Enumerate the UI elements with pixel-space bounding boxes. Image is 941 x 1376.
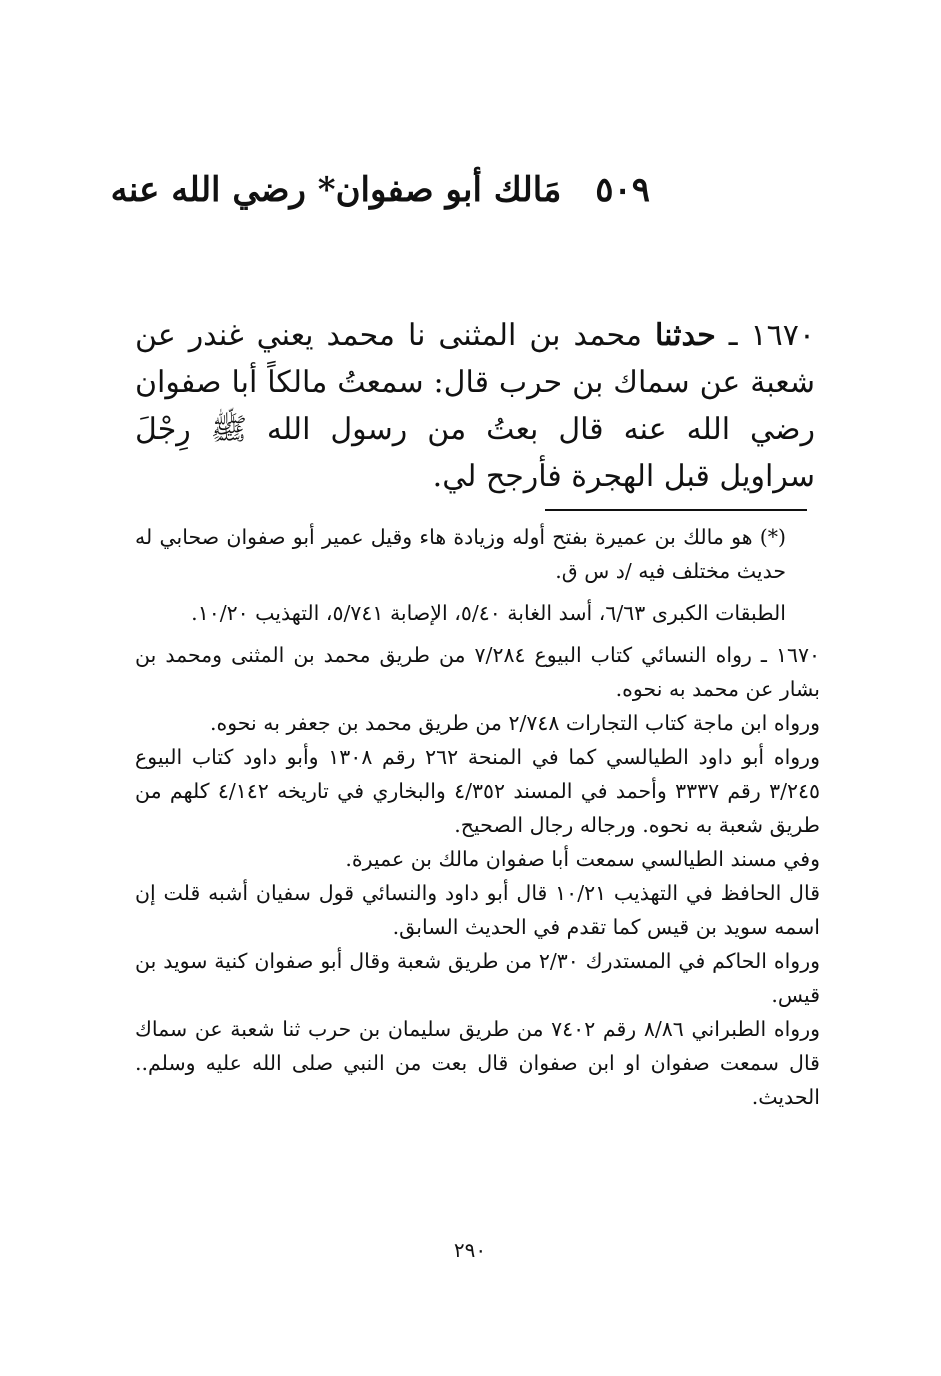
page-number: ٢٩٠	[453, 1238, 487, 1262]
footnote-takhrij-hafiz: قال الحافظ في التهذيب ١٠/٢١ قال أبو داود والنسائي قول سفيان أشبه قلت إن اسمه سويد بن قيس كما تقدم في الحديث السابق.	[135, 881, 820, 939]
footnote-hadith-number: ١٦٧٠ ـ	[760, 643, 820, 667]
chapter-title	[110, 165, 650, 215]
footnotes	[135, 520, 820, 1114]
hadith-lead-word: حدثنا	[654, 318, 716, 353]
footnote-takhrij-hakim: ورواه الحاكم في المستدرك ٢/٣٠ من طريق شعبة وقال أبو صفوان كنية سويد بن قيس.	[135, 949, 821, 1007]
footnote-takhrij-nasai	[135, 638, 820, 706]
footnote-takhrij-tabarani: ورواه الطبراني ٨/٨٦ رقم ٧٤٠٢ من طريق سليمان بن حرب ثنا شعبة عن سماك قال سمعت صفوان او ابن صفوان قال بعت من النبي صلى الله عليه وسلم.. الحديث.	[135, 1017, 820, 1109]
footnote-divider	[545, 509, 807, 511]
footnote-takhrij-ibn-majah: ورواه ابن ماجة كتاب التجارات ٢/٧٤٨ من طريق محمد بن جعفر به نحوه.	[209, 711, 820, 735]
footnote-takhrij-text: رواه النسائي كتاب البيوع ٧/٢٨٤ من طريق محمد بن المثنى ومحمد بن بشار عن محمد به نحوه.	[135, 643, 820, 701]
footnote-takhrij-musnad: وفي مسند الطيالسي سمعت أبا صفوان مالك بن عميرة.	[345, 847, 820, 871]
hadith-text	[135, 312, 815, 500]
chapter-heading: مَالك أبو صفوان* رضي الله عنه	[110, 170, 562, 210]
footnote-references: الطبقات الكبرى ٦/٦٣، أسد الغابة ٥/٤٠، الإصابة ٥/٧٤١، التهذيب ١٠/٢٠.	[191, 601, 786, 625]
footnote-takhrij-tayalisi: ورواه أبو داود الطيالسي كما في المنحة ٢٦٢ رقم ١٣٠٨ وأبو داود كتاب البيوع ٣/٢٤٥ رقم ٣٣٣٧ وأحمد في المسند ٤/٣٥٢ والبخاري في تاريخه ٤/١٤٢ كلهم من طريق شعبة به نحوه. ورجاله رجال الصحيح.	[135, 745, 821, 837]
footnote-biography: (*) هو مالك بن عميرة بفتح أوله وزيادة هاء وقيل عمير أبو صفوان صحابي له حديث مختلف فيه /د س ق.	[135, 525, 786, 583]
hadith-number: ١٦٧٠ ـ	[728, 318, 815, 353]
hadith-body: محمد بن المثنى نا محمد يعني غندر عن شعبة عن سماك بن حرب قال: سمعتُ مالكاً أبا صفوان رضي الله عنه قال بعتُ من رسول الله ﷺ رِجْلَ سراويل قبل الهجرة فأرجح لي.	[135, 318, 815, 494]
chapter-number: ٥٠٩	[595, 170, 650, 210]
